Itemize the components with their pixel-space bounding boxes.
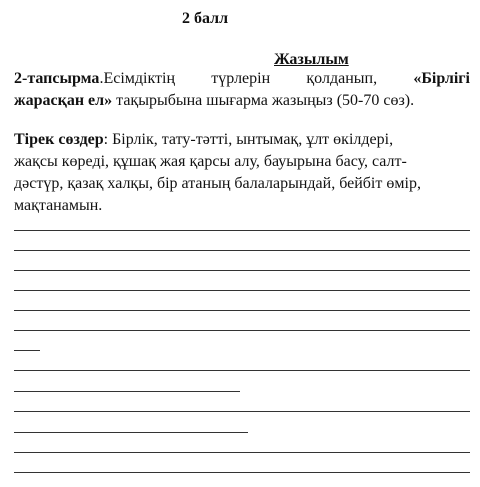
writing-line-7: [14, 350, 40, 351]
task-label: 2-тапсырма: [14, 70, 100, 87]
section-title: Жазылым: [274, 51, 349, 68]
task-word-1: Есімдіктің: [103, 70, 176, 87]
support-words-label: Тірек сөздер: [14, 131, 104, 148]
writing-line-9: [14, 391, 240, 392]
task-line-2: [14, 90, 470, 112]
writing-line-13: [14, 472, 470, 473]
task-intro: 2-тапсырма.Есімдіктің: [14, 70, 176, 87]
task-word-2: түрлерін: [211, 70, 271, 87]
support-words: [14, 129, 472, 217]
writing-line-8: [14, 370, 470, 371]
task-word-3: қолданып,: [306, 70, 378, 87]
score-label: 2 балл: [182, 10, 229, 27]
writing-line-4: [14, 290, 470, 291]
support-words-line-3: дәстүр, қазақ халқы, бір атаның балаларындай, бейбіт өмір,: [14, 175, 421, 192]
task-text: [14, 68, 470, 112]
task-topic-part-1: «Бірлігі: [413, 70, 470, 87]
support-words-line-2: жақсы көреді, құшақ жая қарсы алу, бауырына басу, салт-: [14, 153, 407, 170]
task-topic-part-2: жарасқан ел»: [14, 92, 113, 109]
task-line-1: [14, 68, 470, 90]
writing-line-12: [14, 452, 470, 453]
writing-line-5: [14, 310, 470, 311]
writing-line-1: [14, 230, 470, 231]
writing-line-11: [14, 432, 248, 433]
writing-line-10: [14, 411, 470, 412]
writing-line-2: [14, 250, 470, 251]
writing-line-3: [14, 270, 470, 271]
writing-line-6: [14, 330, 470, 331]
support-words-line-4: мақтанамын.: [14, 197, 103, 214]
support-words-text-1: : Бірлік, тату-тәтті, ынтымақ, ұлт өкілдері,: [103, 131, 394, 148]
support-words-line-1: [14, 129, 472, 151]
task-instruction: тақырыбына шығарма жазыңыз (50-70 сөз).: [112, 92, 415, 109]
